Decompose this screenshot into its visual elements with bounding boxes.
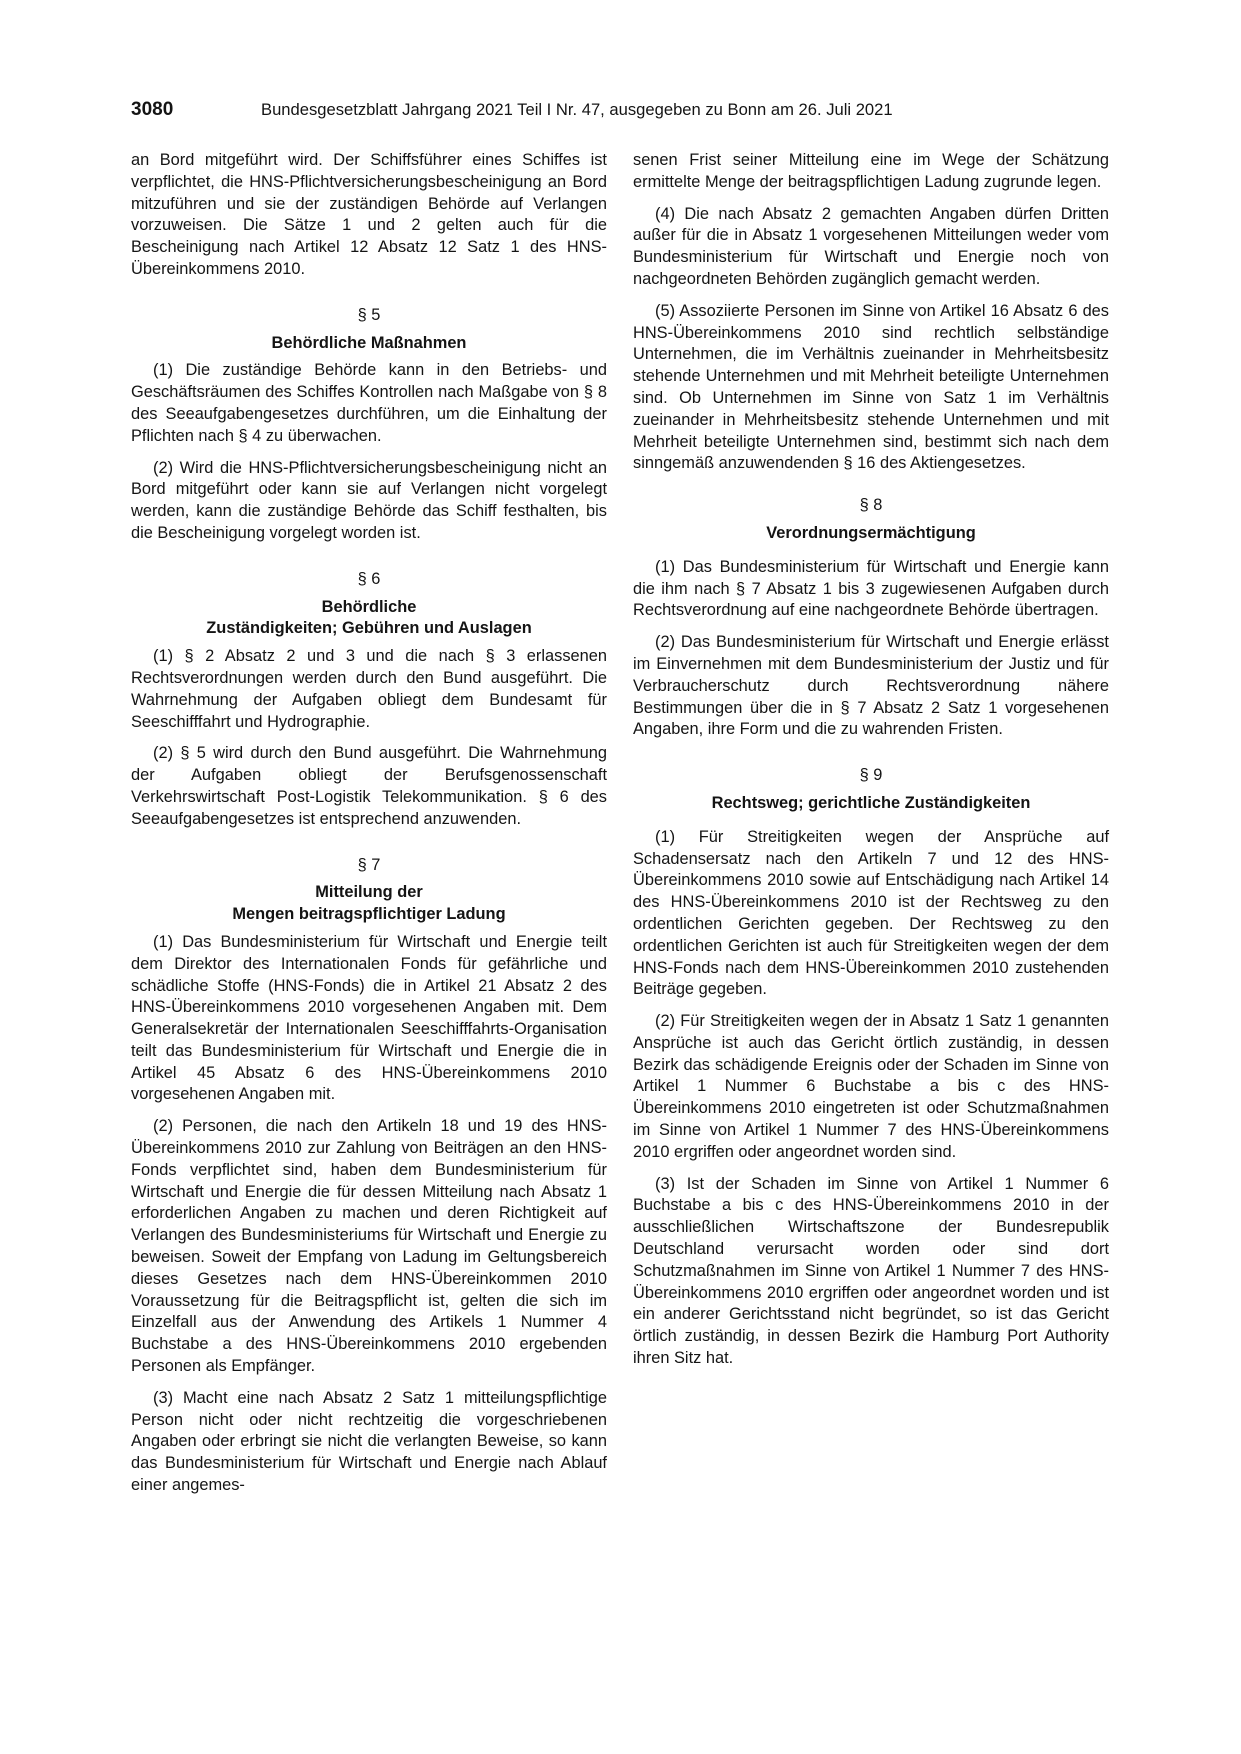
section-7-paragraph-2: (2) Personen, die nach den Artikeln 18 und 19 des HNS-Übereinkommens 2010 zur Zahlung von Beiträgen an den HNS-Fonds verpflichtet sind, haben dem Bundesministerium für Wirtschaft und Energie die für dessen Mitteilung nach Absatz 1 erforderlichen Angaben zu machen und deren Richtigkeit auf Verlangen des Bundesministeriums für Wirtschaft und Energie zu beweisen. Soweit der Empfang von Ladung im Geltungsbereich dieses Gesetzes nach dem HNS-Übereinkommen 2010 Voraussetzung für die Beitragspflicht ist, gelten die sich im Einzelfall aus der Anwendung des Artikels 1 Nummer 4 Buchstabe a des HNS-Übereinkommens 2010 ergebenden Personen als Empfänger. [131,1117,607,1376]
section-9-paragraph-2: (2) Für Streitigkeiten wegen der in Absatz 1 Satz 1 genannten Ansprüche ist auch das Gericht örtlich zuständig, in dessen Bezirk das schädigende Ereignis oder der Schaden im Sinne von Artikel 1 Nummer 6 Buchstabe a bis c des HNS-Übereinkommens 2010 eingetreten ist oder Schutzmaßnahmen im Sinne von Artikel 1 Nummer 7 des HNS-Übereinkommens 2010 ergriffen oder angeordnet worden sind. [633,1012,1109,1161]
section-6-paragraph-1: (1) § 2 Absatz 2 und 3 und die nach § 3 erlassenen Rechtsverordnungen werden durch den Bund ausgeführt. Die Wahrnehmung der Aufgaben obliegt dem Bundesamt für Seeschifffahrt und Hydrographie. [131,647,607,731]
section-7-paragraph-4: (4) Die nach Absatz 2 gemachten Angaben dürfen Dritten außer für die in Absatz 1 vorgesehenen Mitteilungen weder vom Bundesministerium für Wirtschaft und Energie noch von nachgeordneten Behörden zugänglich gemacht werden. [633,204,1109,288]
section-7-paragraph-5: (5) Assoziierte Personen im Sinne von Artikel 16 Absatz 6 des HNS-Übereinkommens 2010 sind rechtlich selbständige Unternehmen, die im Verhältnis zueinander in Mehrheitsbesitz stehende Unternehmen und mit Mehrheit beteiligte Unternehmen sind. Ob Unternehmen im Sinne von Satz 1 im Verhältnis zueinander in Mehrheitsbesitz stehende Unternehmen und mit Mehrheit beteiligte Unternehmen sind, bestimmt sich nach dem sinngemäß anzuwendenden § 16 des Aktiengesetzes. [633,301,1109,473]
section-7-title-line-1: Mitteilung der [315,883,423,902]
section-5-number: § 5 [357,305,381,324]
section-8-paragraph-1: (1) Das Bundesministerium für Wirtschaft und Energie kann die ihm nach § 7 Absatz 1 bis 3 zugewiesenen Aufgaben durch Rechtsverordnung auf eine nachgeordnete Behörde übertragen. [633,557,1109,620]
section-8-paragraph-2: (2) Das Bundesministerium für Wirtschaft und Energie erlässt im Einvernehmen mit dem Bundesministerium der Justiz und für Verbraucherschutz durch Rechtsverordnung nähere Bestimmungen über die in § 7 Absatz 2 Satz 1 vorgesehenen Angaben, ihre Form und die zu wahrenden Fristen. [633,633,1109,739]
section-7-number: § 7 [357,855,381,874]
section-7-paragraph-3: (3) Macht eine nach Absatz 2 Satz 1 mitteilungspflichtige Person nicht oder nicht rechtzeitig die vorgeschriebenen Angaben oder erbringt sie nicht die verlangten Beweise, so kann das Bundesministerium für Wirtschaft und Energie nach Ablauf einer angemes- [131,1388,607,1495]
section-6-title-line-2: Zuständigkeiten; Gebühren und Auslagen [206,619,532,638]
section-9-number: § 9 [859,766,883,785]
section-7-paragraph-1: (1) Das Bundesministerium für Wirtschaft und Energie teilt dem Direktor des Internationalen Fonds für gefährliche und schädliche Stoffe (HNS-Fonds) die in Artikel 21 Absatz 2 des HNS-Übereinkommens 2010 vorgesehenen Angaben mit. Dem Generalsekretär der Internationalen Seeschifffahrts-Organisation teilt das Bundesministerium für Wirtschaft und Energie die in Artikel 45 Absatz 6 des HNS-Übereinkommens 2010 vorgesehenen Angaben mit. [131,932,607,1104]
continuation-paragraph: senen Frist seiner Mitteilung eine im Wege der Schätzung ermittelte Menge der beitragspflichtigen Ladung zugrunde legen. [633,151,1109,191]
page-header [131,99,1109,125]
section-6-number: § 6 [357,569,381,588]
running-head: Bundesgesetzblatt Jahrgang 2021 Teil I Nr. 47, ausgegeben zu Bonn am 26. Juli 2021 [261,100,893,119]
section-9-paragraph-3: (3) Ist der Schaden im Sinne von Artikel 1 Nummer 6 Buchstabe a bis c des HNS-Übereinkommens 2010 in der ausschließlichen Wirtschaftszone der Bundesrepublik Deutschland verursacht worden oder sind dort Schutzmaßnahmen im Sinne von Artikel 1 Nummer 7 des HNS-Übereinkommens 2010 ergriffen oder angeordnet worden und ist ein anderer Gerichtsstand nicht begründet, so ist das Gericht örtlich zuständig, in dessen Bezirk die Hamburg Port Authority ihren Sitz hat. [633,1174,1109,1368]
section-9-paragraph-1: (1) Für Streitigkeiten wegen der Ansprüche auf Schadensersatz nach den Artikeln 7 und 12 des HNS-Übereinkommens 2010 sowie auf Entschädigung nach Artikel 14 des HNS-Übereinkommens 2010 ist der Rechtsweg zu den ordentlichen Gerichten gegeben. Der Rechtsweg zu den ordentlichen Gerichten ist auch für Streitigkeiten wegen der dem HNS-Fonds nach dem HNS-Übereinkommen 2010 zustehenden Beiträge gegeben. [633,827,1109,999]
section-5-paragraph-2: (2) Wird die HNS-Pflichtversicherungsbescheinigung nicht an Bord mitgeführt oder kann sie auf Verlangen nicht vorgelegt werden, kann die zuständige Behörde das Schiff festhalten, bis die Bescheinigung vorgelegt worden ist. [131,458,607,542]
section-5-paragraph-1: (1) Die zuständige Behörde kann in den Betriebs- und Geschäftsräumen des Schiffes Kontrollen nach Maßgabe von § 8 des Seeaufgabengesetzes durchführen, um die Einhaltung der Pflichten nach § 4 zu überwachen. [131,361,607,445]
right-column [633,150,1109,1380]
section-6-title [131,597,607,641]
continuation-paragraph: an Bord mitgeführt wird. Der Schiffsführer eines Schiffes ist verpflichtet, die HNS-Pflichtversicherungsbescheinigung an Bord mitzuführen und sie der zuständigen Behörde auf Verlangen vorzuweisen. Die Sätze 1 und 2 gelten auch für die Bescheinigung nach Artikel 12 Absatz 12 Satz 1 des HNS-Übereinkommens 2010. [131,151,607,278]
section-7-title-line-2: Mengen beitragspflichtiger Ladung [232,905,506,924]
section-5-title: Behördliche Maßnahmen [271,333,467,352]
section-6-paragraph-2: (2) § 5 wird durch den Bund ausgeführt. Die Wahrnehmung der Aufgaben obliegt der Berufsgenossenschaft Verkehrswirtschaft Post-Logistik Telekommunikation. § 6 des Seeaufgabengesetzes ist entsprechend anzuwenden. [131,744,607,828]
section-8-number: § 8 [859,496,883,515]
section-8-title: Verordnungsermächtigung [766,523,976,542]
left-column [131,150,607,1507]
section-7-title [131,882,607,926]
section-6-title-line-1: Behördliche [321,597,417,616]
section-9-title: Rechtsweg; gerichtliche Zuständigkeiten [711,793,1031,812]
page-number: 3080 [131,99,174,120]
